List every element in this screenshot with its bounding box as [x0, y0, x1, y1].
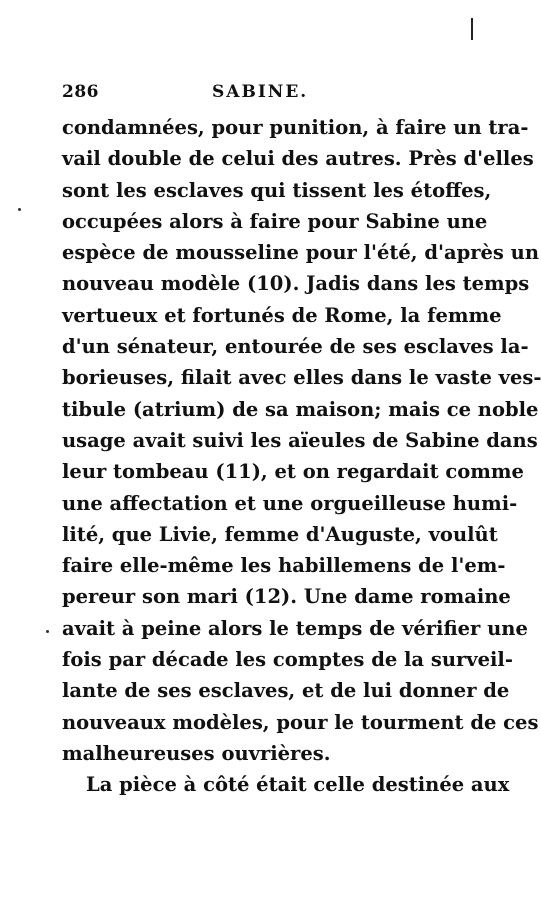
body-text: [62, 112, 541, 801]
text-line: vail double de celui des autres. Près d'elles: [62, 147, 534, 171]
text-line: malheureuses ouvrières.: [62, 741, 331, 765]
text-line: fois par décade les comptes de la surveil-: [62, 648, 513, 672]
text-line: d'un sénateur, entourée de ses esclaves la-: [62, 335, 529, 359]
text-line: pereur son mari (12). Une dame romaine: [62, 585, 511, 609]
running-head: SABINE.: [212, 82, 309, 102]
text-line: condamnées, pour punition, à faire un tra-: [62, 116, 529, 139]
ink-speck: [18, 208, 21, 211]
text-line: faire elle-même les habillemens de l'em-: [62, 554, 506, 578]
text-line: lité, que Livie, femme d'Auguste, voulût: [62, 522, 498, 546]
text-line: avait à peine alors le temps de vérifier une: [62, 616, 528, 640]
text-line: une affectation et une orgueilleuse humi-: [62, 491, 518, 515]
text-line: borieuses, filait avec elles dans le vaste ves-: [62, 366, 541, 390]
ink-speck: [46, 630, 49, 633]
text-line: vertueux et fortunés de Rome, la femme: [62, 303, 502, 327]
text-line: usage avait suivi les aïeules de Sabine dans: [62, 428, 538, 452]
text-line: occupées alors à faire pour Sabine une: [62, 209, 488, 233]
text-line: La pièce à côté était celle destinée aux: [86, 773, 510, 797]
text-line: tibule (atrium) de sa maison; mais ce noble: [62, 397, 539, 421]
page-header: [62, 82, 458, 108]
page-number: 286: [62, 82, 99, 102]
text-line: espèce de mousseline pour l'été, d'après un: [62, 241, 540, 265]
text-line: leur tombeau (11), et on regardait comme: [62, 460, 524, 484]
text-line: lante de ses esclaves, et de lui donner de: [62, 679, 510, 703]
text-line: nouveaux modèles, pour le tourment de ces: [62, 710, 539, 734]
text-line: nouveau modèle (10). Jadis dans les temps: [62, 272, 530, 296]
margin-mark: [471, 18, 473, 40]
text-line: sont les esclaves qui tissent les étoffes,: [62, 178, 492, 202]
